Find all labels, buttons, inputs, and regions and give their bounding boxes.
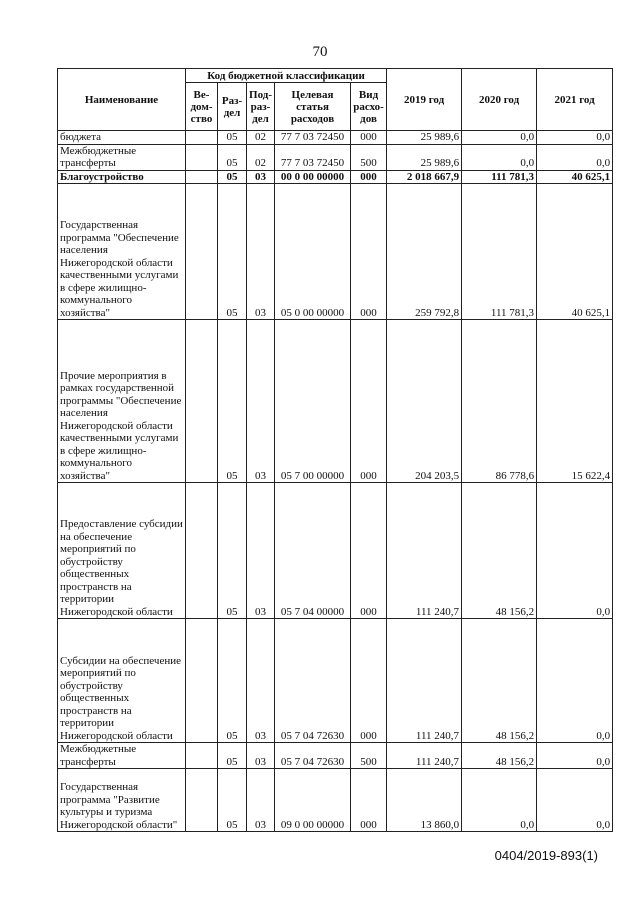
row-value-2019: 25 989,6 (387, 131, 462, 145)
row-value-2021: 0,0 (537, 144, 613, 170)
row-name: Государственная программа "Развитие культуры и туризма Нижегородской области" (58, 769, 186, 832)
table-row (58, 769, 613, 832)
row-razdel: 05 (218, 320, 247, 483)
row-razdel: 05 (218, 170, 247, 184)
row-podrazdel: 03 (247, 320, 275, 483)
row-name: Благоустройство (58, 170, 186, 184)
row-expense-type: 000 (351, 320, 387, 483)
document-code: 0404/2019-893(1) (494, 848, 598, 863)
row-target-article: 00 0 00 00000 (275, 170, 351, 184)
row-value-2020: 86 778,6 (462, 320, 537, 483)
row-target-article: 77 7 03 72450 (275, 144, 351, 170)
header-expense-type: Вид расхо-дов (351, 83, 387, 131)
table-row (58, 170, 613, 184)
row-value-2020: 48 156,2 (462, 483, 537, 619)
row-vedomstvo (186, 483, 218, 619)
row-value-2021: 0,0 (537, 743, 613, 769)
row-razdel: 05 (218, 131, 247, 145)
row-podrazdel: 03 (247, 184, 275, 320)
header-name: Наименование (58, 69, 186, 131)
row-podrazdel: 02 (247, 144, 275, 170)
row-vedomstvo (186, 131, 218, 145)
row-expense-type: 000 (351, 170, 387, 184)
row-value-2019: 259 792,8 (387, 184, 462, 320)
row-expense-type: 000 (351, 184, 387, 320)
row-target-article: 05 7 04 72630 (275, 619, 351, 743)
row-value-2021: 15 622,4 (537, 320, 613, 483)
row-value-2020: 48 156,2 (462, 743, 537, 769)
row-target-article: 09 0 00 00000 (275, 769, 351, 832)
row-target-article: 77 7 03 72450 (275, 131, 351, 145)
budget-table (57, 68, 613, 832)
row-razdel: 05 (218, 144, 247, 170)
row-value-2020: 111 781,3 (462, 170, 537, 184)
header-podrazdel: Под-раз-дел (247, 83, 275, 131)
row-value-2020: 0,0 (462, 769, 537, 832)
table-row (58, 131, 613, 145)
table-row (58, 320, 613, 483)
row-value-2020: 0,0 (462, 144, 537, 170)
header-2019: 2019 год (387, 69, 462, 131)
table-row (58, 144, 613, 170)
table-row (58, 743, 613, 769)
table-row (58, 619, 613, 743)
row-expense-type: 500 (351, 743, 387, 769)
row-name: Межбюджетные трансферты (58, 144, 186, 170)
row-value-2019: 25 989,6 (387, 144, 462, 170)
table-body (58, 131, 613, 832)
row-target-article: 05 0 00 00000 (275, 184, 351, 320)
row-vedomstvo (186, 619, 218, 743)
row-razdel: 05 (218, 619, 247, 743)
row-expense-type: 000 (351, 131, 387, 145)
row-name: Государственная программа "Обеспечение населения Нижегородской области качественными услугами в сфере жилищно-коммунального хозяйства" (58, 184, 186, 320)
header-target-article: Целевая статья расходов (275, 83, 351, 131)
row-podrazdel: 03 (247, 619, 275, 743)
row-value-2019: 2 018 667,9 (387, 170, 462, 184)
row-podrazdel: 03 (247, 483, 275, 619)
row-podrazdel: 03 (247, 743, 275, 769)
header-vedomstvo: Ве-дом-ство (186, 83, 218, 131)
row-vedomstvo (186, 320, 218, 483)
row-value-2021: 40 625,1 (537, 184, 613, 320)
row-value-2021: 0,0 (537, 483, 613, 619)
row-value-2019: 111 240,7 (387, 743, 462, 769)
header-razdel: Раз-дел (218, 83, 247, 131)
row-expense-type: 500 (351, 144, 387, 170)
row-value-2019: 204 203,5 (387, 320, 462, 483)
row-name: Субсидии на обеспечение мероприятий по обустройству общественных пространств на территории Нижегородской области (58, 619, 186, 743)
row-vedomstvo (186, 170, 218, 184)
row-value-2020: 111 781,3 (462, 184, 537, 320)
row-expense-type: 000 (351, 483, 387, 619)
row-name: бюджета (58, 131, 186, 145)
row-value-2019: 111 240,7 (387, 483, 462, 619)
row-expense-type: 000 (351, 619, 387, 743)
row-value-2020: 48 156,2 (462, 619, 537, 743)
row-value-2021: 0,0 (537, 131, 613, 145)
row-target-article: 05 7 00 00000 (275, 320, 351, 483)
row-name: Межбюджетные трансферты (58, 743, 186, 769)
row-podrazdel: 03 (247, 769, 275, 832)
row-value-2020: 0,0 (462, 131, 537, 145)
row-razdel: 05 (218, 483, 247, 619)
row-vedomstvo (186, 184, 218, 320)
row-value-2021: 0,0 (537, 769, 613, 832)
row-name: Прочие мероприятия в рамках государственной программы "Обеспечение населения Нижегородской области качественными услугами в сфере жилищно-коммунального хозяйства" (58, 320, 186, 483)
row-expense-type: 000 (351, 769, 387, 832)
header-classification-code: Код бюджетной классификации (186, 69, 387, 83)
row-podrazdel: 03 (247, 170, 275, 184)
row-vedomstvo (186, 769, 218, 832)
table-row (58, 184, 613, 320)
row-target-article: 05 7 04 72630 (275, 743, 351, 769)
row-value-2019: 13 860,0 (387, 769, 462, 832)
row-value-2021: 40 625,1 (537, 170, 613, 184)
page-number: 70 (312, 44, 328, 60)
header-2021: 2021 год (537, 69, 613, 131)
header-2020: 2020 год (462, 69, 537, 131)
row-value-2019: 111 240,7 (387, 619, 462, 743)
row-razdel: 05 (218, 769, 247, 832)
row-value-2021: 0,0 (537, 619, 613, 743)
row-podrazdel: 02 (247, 131, 275, 145)
row-name: Предоставление субсидии на обеспечение мероприятий по обустройству общественных пространств на территории Нижегородской области (58, 483, 186, 619)
row-target-article: 05 7 04 00000 (275, 483, 351, 619)
row-razdel: 05 (218, 743, 247, 769)
row-razdel: 05 (218, 184, 247, 320)
row-vedomstvo (186, 144, 218, 170)
table-row (58, 483, 613, 619)
row-vedomstvo (186, 743, 218, 769)
